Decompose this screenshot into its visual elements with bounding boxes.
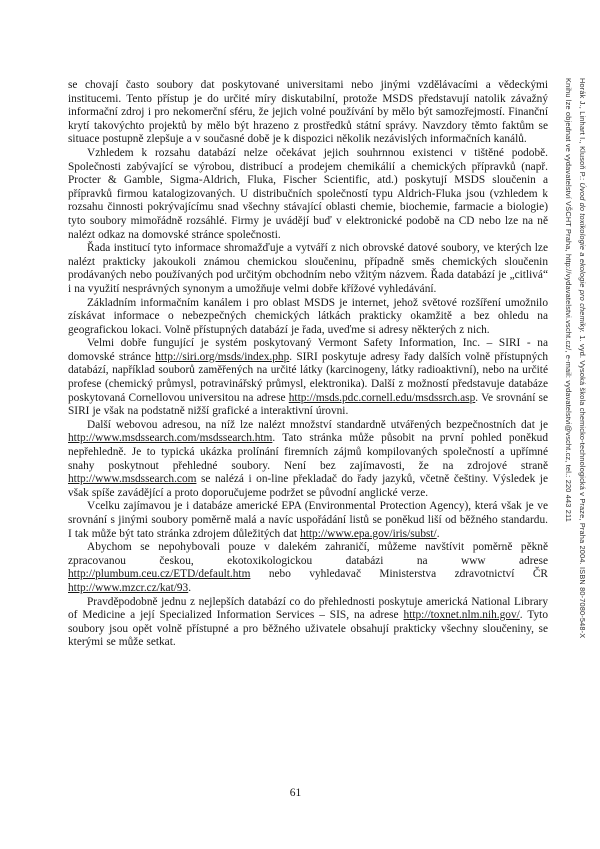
text-run: . — [436, 527, 440, 540]
url-link[interactable]: http://www.msdssearch.com/msdssearch.htm — [68, 432, 273, 445]
text-run: . Tato stránka může působit na první pohled poněkud nepřehledně. Je to typická ukázka prolínání firemních zájmů kompilovaných společností a upřímné snahy poskytnout přehledné soubory. Není bez zajímavosti, že na zdrojové straně — [68, 432, 548, 472]
paragraph — [68, 541, 548, 595]
url-link[interactable]: http://www.epa.gov/iris/subst/ — [300, 527, 437, 540]
text-run: Vcelku zajímavou je i databáze americké EPA (Environmental Protection Agency), která však je ve srovnání s jinými soubory poměrně malá a navíc uspořádání listů se poněkud liší od běžného standardu. I tak může být tato stránka zdrojem důležitých dat — [68, 500, 548, 540]
text-run: se chovají často soubory dat poskytované universitami nebo jinými vzdělávacími a vědeckými institucemi. Tento přístup je do určité míry diskutabilní, protože MSDS představují natolik závažný informační zdroj i pro nekomerční sféru, že jejich volné používání by mělo být samozřejmostí. Finanční krytí takovýchto projektů by mělo být hrazeno z prostředků státní správy. Navzdory těmto faktům se situace postupně zlepšuje a v současné době je k dispozici několik nezávislých informačních kanálů. — [68, 79, 548, 146]
paragraph — [68, 419, 548, 501]
url-link[interactable]: http://plumbum.ceu.cz/ETD/default.htm — [68, 568, 251, 581]
text-run: nebo vyhledavač Ministerstva zdravotnictví ČR — [250, 568, 548, 581]
paragraph — [68, 500, 548, 541]
url-link[interactable]: http://toxnet.nlm.nih.gov/ — [403, 609, 520, 622]
page-text — [68, 79, 548, 650]
text-run: . — [188, 581, 192, 594]
text-run: Další webovou adresou, na níž lze nalézt množství standardně utvářených bezpečnostních dat je — [87, 418, 548, 431]
text-run: Úvod do toxikologie a ekologie pro chemiky. — [578, 182, 587, 334]
text-run: 1. vyd. Vysoká škola chemicko-technologická v Praze, Praha 2004. ISBN 80-7080-548-X — [578, 333, 587, 639]
text-run: Pravděpodobně jednu z nejlepších databází co do přehlednosti poskytuje americká National Library of Medicine a její Specialized Information Services – SIS, na adrese — [68, 595, 548, 622]
paragraph — [68, 147, 548, 242]
paragraph — [68, 297, 548, 338]
text-run: . SIRI poskytuje adresy řady dalších volně přístupných databází, například souborů zaměřených na určité látky (karcinogeny, látky radioaktivní), nebo na určité profese (chemický průmysl, potravinářský průmysl, elektronika). Další z možností představuje databáze poskytovaná Cornellovou universitou na adrese — [68, 350, 548, 404]
text-run: Velmi dobře fungující je systém poskytovaný Vermont Safety Information, Inc. – SIRI - na domovské stránce — [68, 337, 548, 363]
url-link[interactable]: http://www.msdssearch.com — [68, 473, 197, 486]
order-info-line — [561, 78, 575, 638]
text-run: se nalézá i on-line překladač do řady jazyků, včetně češtiny. Výsledek je však spíše zavádějící a proto doporučujeme podržet se původní anglické verze. — [68, 473, 548, 499]
text-run: Základním informačním kanálem i pro oblast MSDS je internet, jehož světové rozšíření umožnilo získávat informace o nebezpečných chemických látkách prakticky okamžitě a bez ohledu na geografickou lokaci. Volně přístupných databází je řada, uveďme si adresy některých z nich. — [68, 296, 548, 336]
text-run: . Ve srovnání se SIRI je však na podstatně nižší grafické a interaktivní úrovni. — [68, 391, 548, 418]
text-run: Knihu lze objednat ve vydavatelství VŠCHT Praha, http://vydavatelstvi.vscht.cz/, e-mail: vydavatelstvi@vscht.cz, tel.: 220 443 211 — [564, 78, 573, 522]
text-run: Horák J., Linhart I., Klusoň P.: — [578, 78, 587, 183]
text-run: Vzhledem k rozsahu databází nelze očekávat jejich souhrnnou existenci v tištěné podobě. Společnosti zabývající se výrobou, distribucí a prodejem chemikálií a chemických přípravků (např. Procter & Gamble, Sigma-Aldrich, Fluka, Fischer Scientific, atd.) poskytují MSDS sloučenin a přípravků firmou katalogizovaných. U distribučních společností typu Aldrich-Fluka jsou (vzhledem k rozsahu činnosti pokrývajícímu snad všechny stávající oblasti chemie, biochemie, farmacie a biologie) tyto soubory mimořádně rozsáhlé. Firmy je uvádějí buď v elektronické podobě na CD nebo lze na ně nalézt odkaz na domovské stránce společnosti. — [68, 146, 548, 241]
url-link[interactable]: http://siri.org/msds/index.php — [155, 350, 290, 363]
url-link[interactable]: http://www.mzcr.cz/kat/93 — [68, 581, 189, 594]
paragraph — [68, 596, 548, 650]
paragraph — [68, 79, 548, 147]
margin-citation — [561, 78, 589, 638]
url-link[interactable]: http://msds.pdc.cornell.edu/msdssrch.asp — [288, 391, 476, 404]
citation-line — [575, 78, 589, 638]
page-number: 61 — [289, 787, 302, 799]
paragraph — [68, 337, 548, 419]
text-run: Abychom se nepohybovali pouze v dalekém zahraničí, můžeme navštívit poměrně pěkně zpracovanou českou, ekotoxikologickou databázi na www adrese — [68, 541, 548, 567]
text-run: Řada institucí tyto informace shromažďuje a vytváří z nich obrovské datové soubory, ve kterých lze nalézt prakticky jakoukoli známou chemickou sloučeninu, případně směs chemických sloučenin prodávaných nebo používaných pod určitým obchodním nebo vžitým názvem. Řada databází je „citlivá“ i na využití nesprávných synonym a umožňuje velmi dobře křížové vyhledávání. — [68, 242, 548, 295]
text-run: . Tyto soubory jsou opět volně přístupné a pro běžného uživatele obsahují prakticky všechny sloučeniny, se kterými se může setkat. — [68, 609, 548, 649]
paragraph — [68, 242, 548, 296]
